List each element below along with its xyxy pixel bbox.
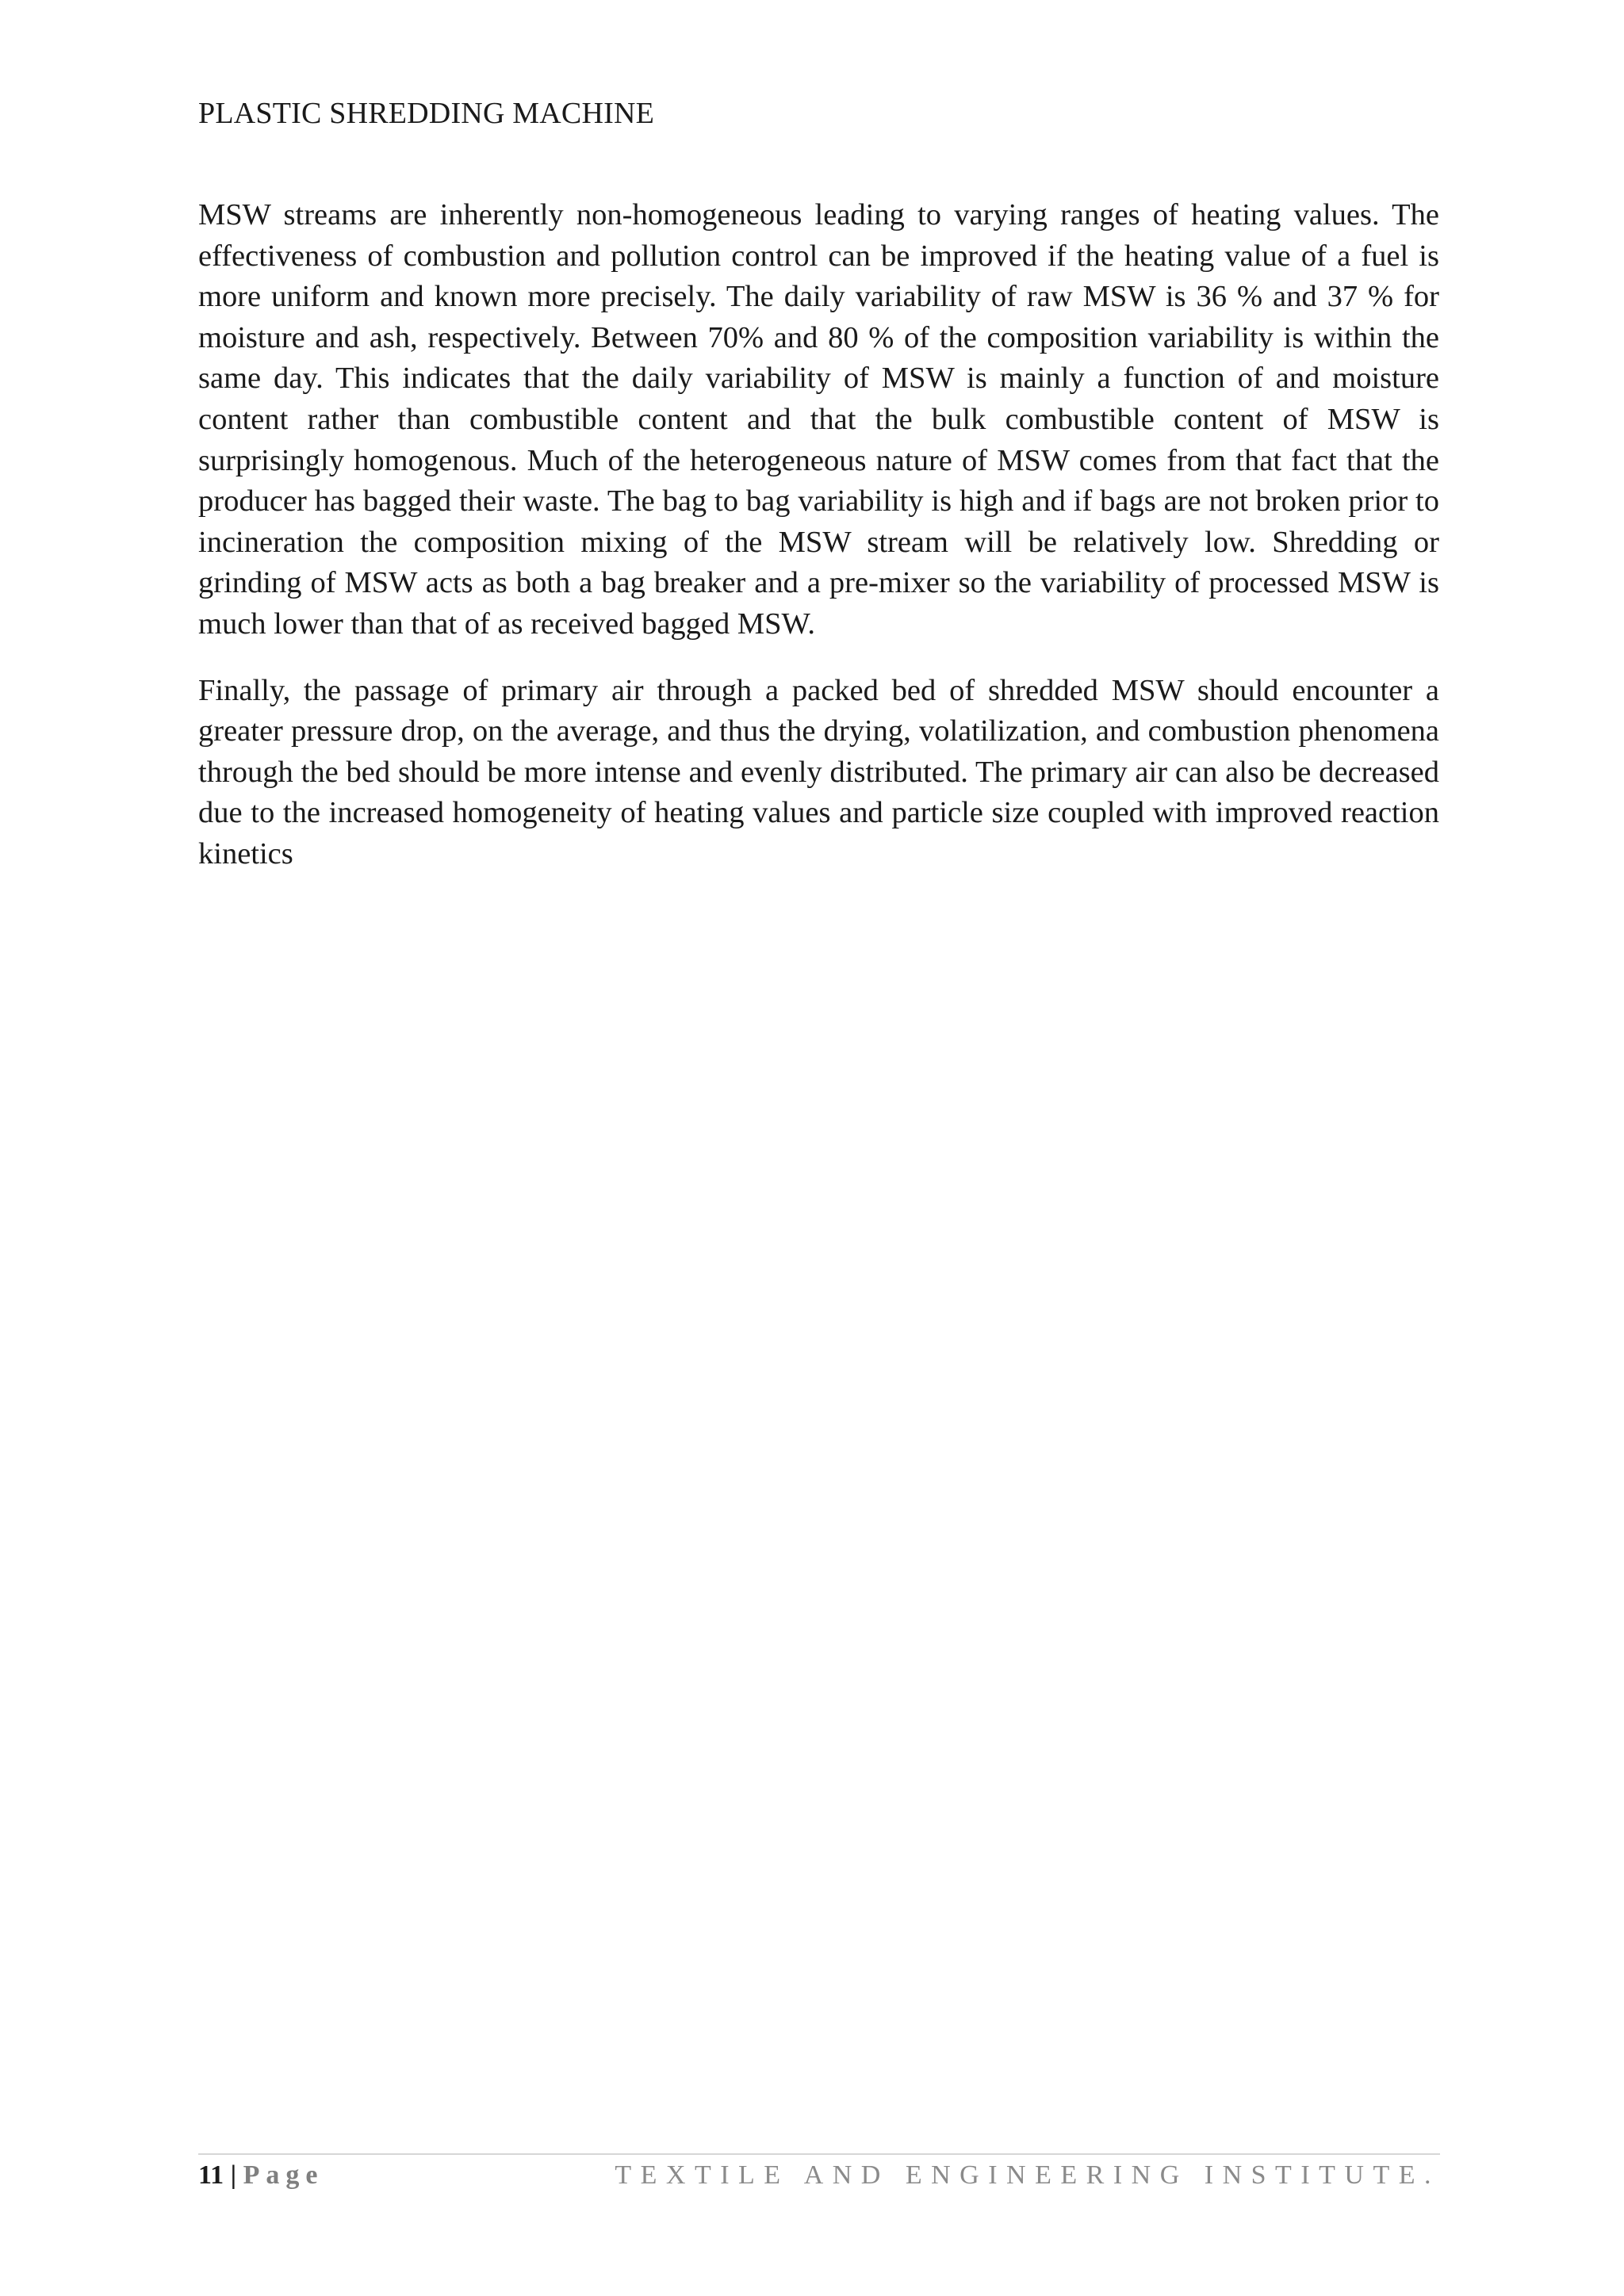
paragraph-msw-variability: MSW streams are inherently non-homogeneous leading to varying ranges of heating values. The effectiveness of combustion and pollution control can be improved if the heating value of a fuel is more uniform and known more precisely. The daily variability of raw MSW is 36 % and 37 % for moisture and ash, respectively. Between 70% and 80 % of the composition variability is within the same day. This indicates that the daily variability of MSW is mainly a function of and moisture content rather than combustible content and that the bulk combustible content of MSW is surprisingly homogenous. Much of the heterogeneous nature of MSW comes from that fact that the producer has bagged their waste. The bag to bag variability is high and if bags are not broken prior to incineration the composition mixing of the MSW stream will be relatively low. Shredding or grinding of MSW acts as both a bag breaker and a pre-mixer so the variability of processed MSW is much lower than that of as received bagged MSW.	[198, 198, 1439, 641]
page-separator: |	[230, 2160, 237, 2190]
footer-institute-name: TEXTILE AND ENGINEERING INSTITUTE.	[615, 2160, 1440, 2190]
footer-page-number	[198, 2158, 324, 2193]
page-word: Page	[243, 2160, 324, 2190]
running-header-title: PLASTIC SHREDDING MACHINE	[198, 97, 655, 130]
footer-divider	[198, 2153, 1440, 2155]
paragraph-primary-air: Finally, the passage of primary air through a packed bed of shredded MSW should encounter a greater pressure drop, on the average, and thus the drying, volatilization, and combustion phenomena through the bed should be more intense and evenly distributed. The primary air can also be decreased due to the increased homogeneity of heating values and particle size coupled with improved reaction kinetics	[198, 673, 1439, 871]
body-text	[198, 195, 1439, 901]
page-number: 11	[198, 2160, 224, 2190]
